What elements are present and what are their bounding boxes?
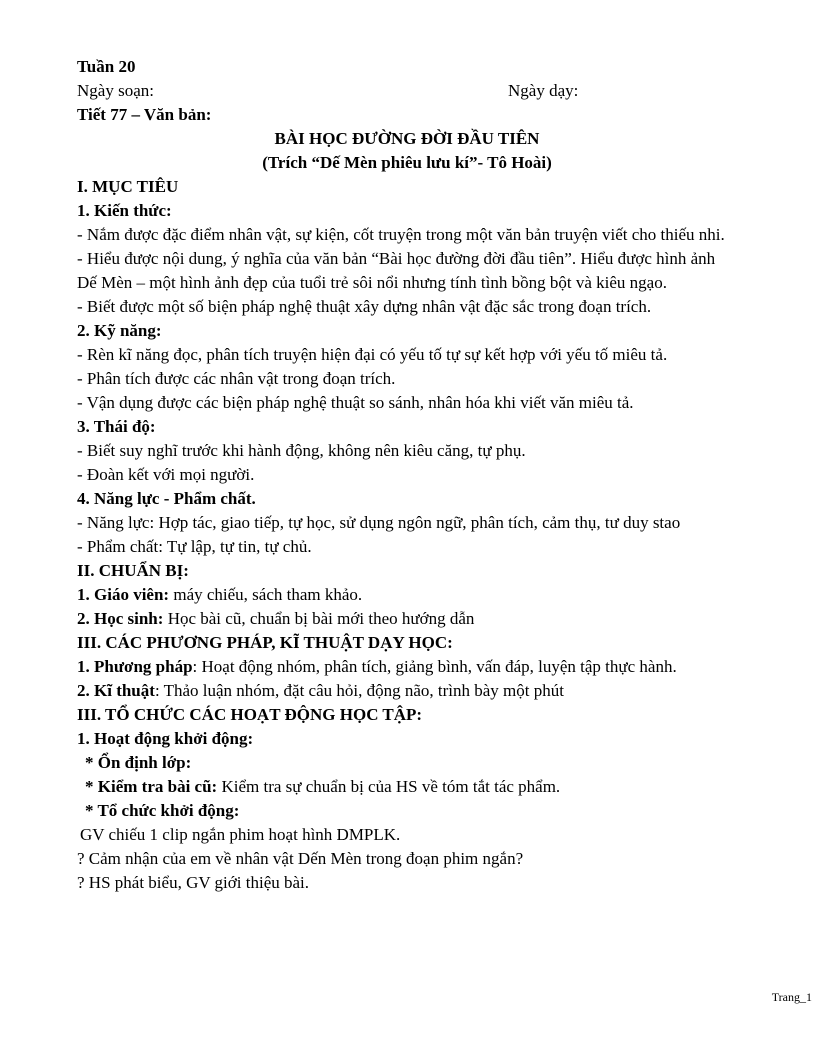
check-label: * Kiểm tra bài cũ: — [85, 777, 218, 796]
teach-date-label: Ngày dạy: — [508, 81, 579, 100]
check-line — [77, 775, 737, 799]
technique-line — [77, 679, 737, 703]
skills-item: - Rèn kĩ năng đọc, phân tích truyện hiện đại có yếu tố tự sự kết hợp với yếu tố miêu tả. — [77, 345, 668, 364]
section-heading-methods: III. CÁC PHƯƠNG PHÁP, KĨ THUẬT DẠY HỌC: — [77, 633, 453, 652]
knowledge-item: - Nắm được đặc điểm nhân vật, sự kiện, cốt truyện trong một văn bản truyện viết cho thiếu nhi. — [77, 225, 725, 244]
teacher-prep-line — [77, 583, 737, 607]
prep-date-label: Ngày soạn: — [77, 81, 154, 100]
skills-item: - Vận dụng được các biện pháp nghệ thuật so sánh, nhân hóa khi viết văn miêu tả. — [77, 393, 634, 412]
subheading-knowledge: 1. Kiến thức: — [77, 201, 172, 220]
technique-label: 2. Kĩ thuật — [77, 681, 155, 700]
competence-item: - Năng lực: Hợp tác, giao tiếp, tự học, sử dụng ngôn ngữ, phân tích, cảm thụ, tư duy stao — [77, 513, 681, 532]
knowledge-item: - Biết được một số biện pháp nghệ thuật xây dựng nhân vật đặc sắc trong đoạn trích. — [77, 297, 652, 316]
section-heading-objectives: I. MỤC TIÊU — [77, 177, 179, 196]
page-number: Trang_1 — [771, 990, 812, 1004]
activity-line: ? Cảm nhận của em về nhân vật Dến Mèn trong đoạn phim ngắn? — [77, 849, 524, 868]
subheading-attitude: 3. Thái độ: — [77, 417, 156, 436]
attitude-item: - Biết suy nghĩ trước khi hành động, không nên kiêu căng, tự phụ. — [77, 441, 526, 460]
subheading-skills: 2. Kỹ năng: — [77, 321, 162, 340]
knowledge-item: - Hiểu được nội dung, ý nghĩa của văn bản “Bài học đường đời đầu tiên”. Hiểu được hình ảnh Dế Mèn – một hình ảnh đẹp của tuổi trẻ sôi nổi nhưng tính tình bồng bột và kiêu ngạo. — [77, 249, 716, 292]
method-label: 1. Phương pháp — [77, 657, 193, 676]
stabilize-label: * Ổn định lớp: — [85, 753, 192, 772]
date-row — [77, 79, 737, 103]
lesson-title: BÀI HỌC ĐƯỜNG ĐỜI ĐẦU TIÊN — [274, 129, 540, 148]
attitude-item: - Đoàn kết với mọi người. — [77, 465, 255, 484]
teacher-prep-label: 1. Giáo viên: — [77, 585, 170, 604]
competence-item: - Phẩm chất: Tự lập, tự tin, tự chủ. — [77, 537, 312, 556]
method-text: : Hoạt động nhóm, phân tích, giảng bình, vấn đáp, luyện tập thực hành. — [192, 657, 677, 676]
section-heading-preparation: II. CHUẨN BỊ: — [77, 561, 189, 580]
method-line — [77, 655, 737, 679]
student-prep-text: Học bài cũ, chuẩn bị bài mới theo hướng dẫn — [163, 609, 475, 628]
teacher-prep-text: máy chiếu, sách tham khảo. — [169, 585, 363, 604]
student-prep-label: 2. Học sinh: — [77, 609, 164, 628]
technique-text: : Thảo luận nhóm, đặt câu hỏi, động não, trình bày một phút — [154, 681, 564, 700]
check-text: Kiểm tra sự chuẩn bị của HS về tóm tắt tác phẩm. — [217, 777, 561, 796]
lesson-subtitle: (Trích “Dế Mèn phiêu lưu kí”- Tô Hoài) — [262, 153, 552, 172]
activity-line: ? HS phát biểu, GV giới thiệu bài. — [77, 873, 310, 892]
activity-line: GV chiếu 1 clip ngắn phim hoạt hình DMPLK. — [80, 825, 401, 844]
lesson-label: Tiết 77 – Văn bản: — [77, 105, 212, 124]
document-page — [77, 55, 737, 895]
subheading-competence: 4. Năng lực - Phẩm chất. — [77, 489, 256, 508]
skills-item: - Phân tích được các nhân vật trong đoạn trích. — [77, 369, 396, 388]
student-prep-line — [77, 607, 737, 631]
start-label: * Tổ chức khởi động: — [85, 801, 240, 820]
section-heading-activities: III. TỔ CHỨC CÁC HOẠT ĐỘNG HỌC TẬP: — [77, 705, 423, 724]
week-label: Tuần 20 — [77, 57, 136, 76]
activity-heading: 1. Hoạt động khởi động: — [77, 729, 254, 748]
